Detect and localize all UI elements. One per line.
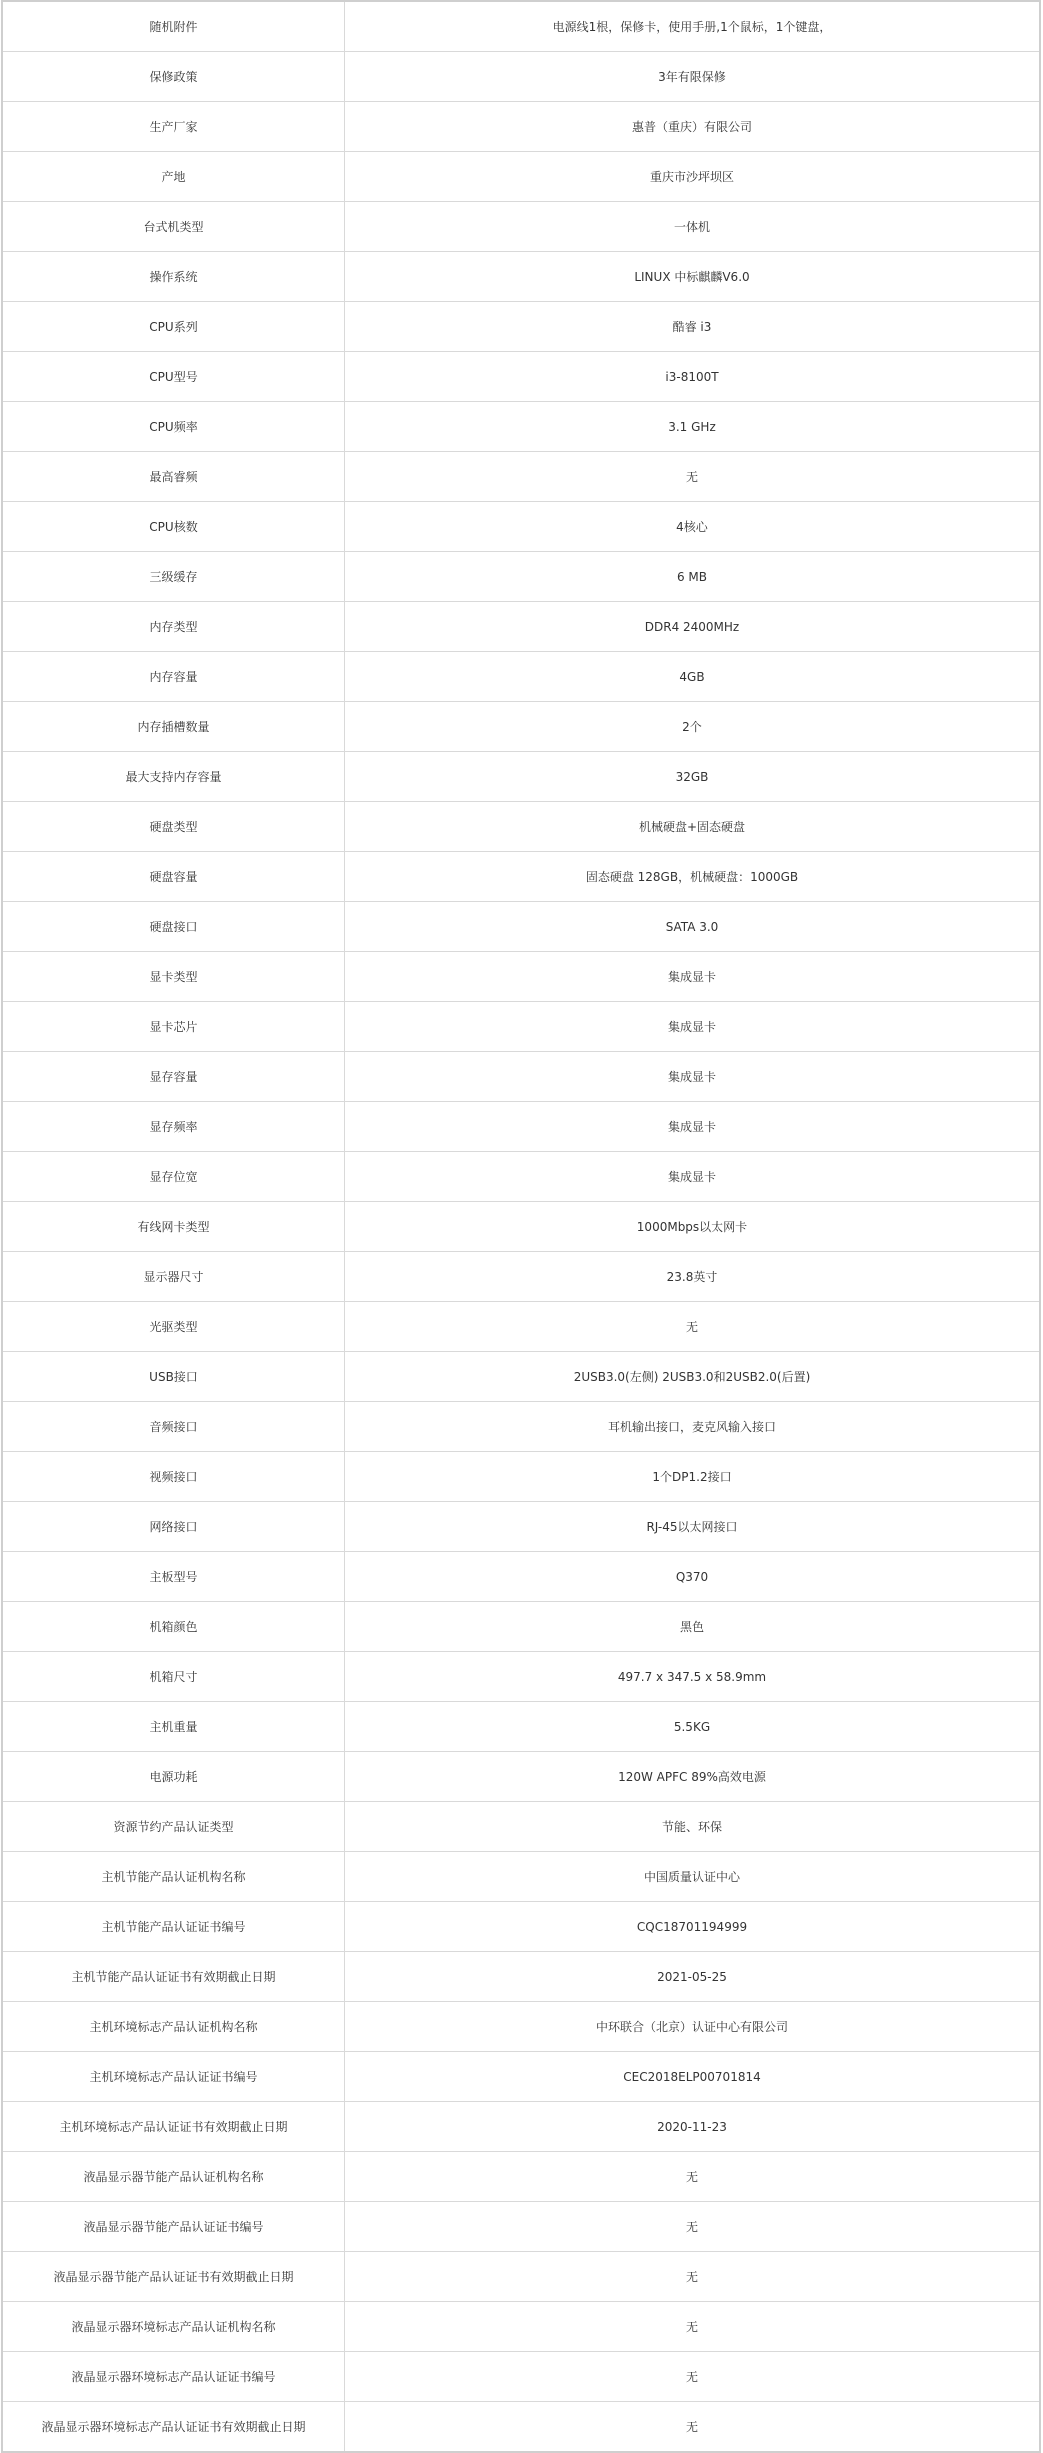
spec-value-cell: 无	[345, 2352, 1041, 2402]
spec-value-cell: 6 MB	[345, 552, 1041, 602]
spec-label-cell: 内存容量	[2, 652, 345, 702]
table-row	[2, 1752, 1040, 1802]
spec-value-cell: 集成显卡	[345, 1152, 1041, 1202]
spec-label-cell: 显存频率	[2, 1102, 345, 1152]
table-row	[2, 1802, 1040, 1852]
spec-label-cell: 操作系统	[2, 252, 345, 302]
spec-value-cell: 5.5KG	[345, 1702, 1041, 1752]
spec-value-cell: 1个DP1.2接口	[345, 1452, 1041, 1502]
table-row	[2, 1352, 1040, 1402]
table-row	[2, 1702, 1040, 1752]
spec-label-cell: 最高睿频	[2, 452, 345, 502]
spec-value-cell: 120W APFC 89%高效电源	[345, 1752, 1041, 1802]
spec-label-cell: 产地	[2, 152, 345, 202]
spec-value-cell: 4GB	[345, 652, 1041, 702]
spec-label-cell: 资源节约产品认证类型	[2, 1802, 345, 1852]
spec-label-cell: 视频接口	[2, 1452, 345, 1502]
spec-label-cell: 台式机类型	[2, 202, 345, 252]
spec-value-cell: 2USB3.0(左侧) 2USB3.0和2USB2.0(后置)	[345, 1352, 1041, 1402]
table-row	[2, 2352, 1040, 2402]
spec-value-cell: 23.8英寸	[345, 1252, 1041, 1302]
spec-table-body	[2, 1, 1040, 2452]
table-row	[2, 1852, 1040, 1902]
table-row	[2, 802, 1040, 852]
table-row	[2, 2402, 1040, 2453]
spec-value-cell: 机械硬盘+固态硬盘	[345, 802, 1041, 852]
spec-table	[1, 0, 1041, 2453]
table-row	[2, 952, 1040, 1002]
spec-label-cell: 主机环境标志产品认证机构名称	[2, 2002, 345, 2052]
spec-value-cell: 无	[345, 2252, 1041, 2302]
spec-value-cell: 集成显卡	[345, 952, 1041, 1002]
spec-label-cell: 内存类型	[2, 602, 345, 652]
table-row	[2, 202, 1040, 252]
spec-label-cell: 显存位宽	[2, 1152, 345, 1202]
spec-label-cell: 机箱颜色	[2, 1602, 345, 1652]
spec-value-cell: RJ-45以太网接口	[345, 1502, 1041, 1552]
spec-value-cell: 黑色	[345, 1602, 1041, 1652]
table-row	[2, 752, 1040, 802]
spec-value-cell: 中国质量认证中心	[345, 1852, 1041, 1902]
spec-value-cell: 酷睿 i3	[345, 302, 1041, 352]
spec-label-cell: 液晶显示器节能产品认证机构名称	[2, 2152, 345, 2202]
spec-label-cell: 内存插槽数量	[2, 702, 345, 752]
spec-label-cell: 主机节能产品认证证书有效期截止日期	[2, 1952, 345, 2002]
table-row	[2, 252, 1040, 302]
spec-label-cell: 液晶显示器节能产品认证证书有效期截止日期	[2, 2252, 345, 2302]
spec-value-cell: 集成显卡	[345, 1102, 1041, 1152]
spec-label-cell: 主机节能产品认证机构名称	[2, 1852, 345, 1902]
spec-label-cell: 液晶显示器环境标志产品认证证书编号	[2, 2352, 345, 2402]
spec-value-cell: 无	[345, 1302, 1041, 1352]
spec-value-cell: 3年有限保修	[345, 52, 1041, 102]
spec-value-cell: 497.7 x 347.5 x 58.9mm	[345, 1652, 1041, 1702]
spec-label-cell: 有线网卡类型	[2, 1202, 345, 1252]
spec-value-cell: CEC2018ELP00701814	[345, 2052, 1041, 2102]
table-row	[2, 302, 1040, 352]
spec-label-cell: 随机附件	[2, 1, 345, 52]
table-row	[2, 1152, 1040, 1202]
spec-label-cell: 显卡类型	[2, 952, 345, 1002]
table-row	[2, 1302, 1040, 1352]
table-row	[2, 2052, 1040, 2102]
spec-value-cell: 惠普（重庆）有限公司	[345, 102, 1041, 152]
spec-value-cell: 耳机输出接口，麦克风输入接口	[345, 1402, 1041, 1452]
table-row	[2, 2002, 1040, 2052]
table-row	[2, 1, 1040, 52]
spec-label-cell: 生产厂家	[2, 102, 345, 152]
spec-label-cell: CPU型号	[2, 352, 345, 402]
table-row	[2, 1902, 1040, 1952]
spec-value-cell: 集成显卡	[345, 1002, 1041, 1052]
spec-label-cell: 液晶显示器环境标志产品认证机构名称	[2, 2302, 345, 2352]
table-row	[2, 602, 1040, 652]
spec-value-cell: CQC18701194999	[345, 1902, 1041, 1952]
spec-value-cell: 无	[345, 2402, 1041, 2453]
table-row	[2, 1402, 1040, 1452]
spec-value-cell: 1000Mbps以太网卡	[345, 1202, 1041, 1252]
table-row	[2, 852, 1040, 902]
table-row	[2, 2302, 1040, 2352]
spec-value-cell: 无	[345, 2152, 1041, 2202]
spec-label-cell: 最大支持内存容量	[2, 752, 345, 802]
table-row	[2, 1002, 1040, 1052]
spec-value-cell: 2021-05-25	[345, 1952, 1041, 2002]
table-row	[2, 352, 1040, 402]
table-row	[2, 102, 1040, 152]
table-row	[2, 1552, 1040, 1602]
spec-value-cell: 4核心	[345, 502, 1041, 552]
spec-label-cell: 硬盘类型	[2, 802, 345, 852]
table-row	[2, 1502, 1040, 1552]
spec-value-cell: 重庆市沙坪坝区	[345, 152, 1041, 202]
spec-label-cell: 显存容量	[2, 1052, 345, 1102]
spec-label-cell: USB接口	[2, 1352, 345, 1402]
spec-value-cell: 一体机	[345, 202, 1041, 252]
table-row	[2, 702, 1040, 752]
spec-label-cell: 主机环境标志产品认证证书有效期截止日期	[2, 2102, 345, 2152]
table-row	[2, 902, 1040, 952]
table-row	[2, 152, 1040, 202]
table-row	[2, 2252, 1040, 2302]
table-row	[2, 1202, 1040, 1252]
spec-label-cell: 三级缓存	[2, 552, 345, 602]
spec-value-cell: DDR4 2400MHz	[345, 602, 1041, 652]
spec-value-cell: 无	[345, 2202, 1041, 2252]
spec-value-cell: 集成显卡	[345, 1052, 1041, 1102]
table-row	[2, 652, 1040, 702]
table-row	[2, 502, 1040, 552]
spec-value-cell: 无	[345, 2302, 1041, 2352]
table-row	[2, 402, 1040, 452]
spec-label-cell: 保修政策	[2, 52, 345, 102]
table-row	[2, 2102, 1040, 2152]
spec-value-cell: 电源线1根，保修卡，使用手册,1个鼠标，1个键盘，	[345, 1, 1041, 52]
spec-label-cell: CPU系列	[2, 302, 345, 352]
table-row	[2, 1952, 1040, 2002]
spec-label-cell: 液晶显示器环境标志产品认证证书有效期截止日期	[2, 2402, 345, 2453]
spec-label-cell: 网络接口	[2, 1502, 345, 1552]
spec-value-cell: Q370	[345, 1552, 1041, 1602]
spec-label-cell: 主板型号	[2, 1552, 345, 1602]
spec-label-cell: 显卡芯片	[2, 1002, 345, 1052]
table-row	[2, 1652, 1040, 1702]
table-row	[2, 452, 1040, 502]
spec-label-cell: 主机重量	[2, 1702, 345, 1752]
table-row	[2, 2152, 1040, 2202]
table-row	[2, 1102, 1040, 1152]
table-row	[2, 2202, 1040, 2252]
spec-label-cell: 主机节能产品认证证书编号	[2, 1902, 345, 1952]
spec-value-cell: 2020-11-23	[345, 2102, 1041, 2152]
spec-label-cell: 液晶显示器节能产品认证证书编号	[2, 2202, 345, 2252]
spec-value-cell: 32GB	[345, 752, 1041, 802]
spec-label-cell: 音频接口	[2, 1402, 345, 1452]
spec-value-cell: 2个	[345, 702, 1041, 752]
spec-label-cell: 硬盘容量	[2, 852, 345, 902]
spec-label-cell: 主机环境标志产品认证证书编号	[2, 2052, 345, 2102]
table-row	[2, 52, 1040, 102]
spec-label-cell: 电源功耗	[2, 1752, 345, 1802]
table-row	[2, 1052, 1040, 1102]
table-row	[2, 1452, 1040, 1502]
table-row	[2, 1252, 1040, 1302]
spec-label-cell: 光驱类型	[2, 1302, 345, 1352]
spec-value-cell: 节能、环保	[345, 1802, 1041, 1852]
spec-label-cell: CPU核数	[2, 502, 345, 552]
spec-value-cell: LINUX 中标麒麟V6.0	[345, 252, 1041, 302]
table-row	[2, 552, 1040, 602]
spec-label-cell: 机箱尺寸	[2, 1652, 345, 1702]
spec-label-cell: 显示器尺寸	[2, 1252, 345, 1302]
spec-value-cell: 无	[345, 452, 1041, 502]
spec-value-cell: SATA 3.0	[345, 902, 1041, 952]
spec-label-cell: 硬盘接口	[2, 902, 345, 952]
table-row	[2, 1602, 1040, 1652]
spec-label-cell: CPU频率	[2, 402, 345, 452]
spec-value-cell: 中环联合（北京）认证中心有限公司	[345, 2002, 1041, 2052]
spec-value-cell: 固态硬盘 128GB，机械硬盘：1000GB	[345, 852, 1041, 902]
spec-value-cell: 3.1 GHz	[345, 402, 1041, 452]
spec-value-cell: i3-8100T	[345, 352, 1041, 402]
